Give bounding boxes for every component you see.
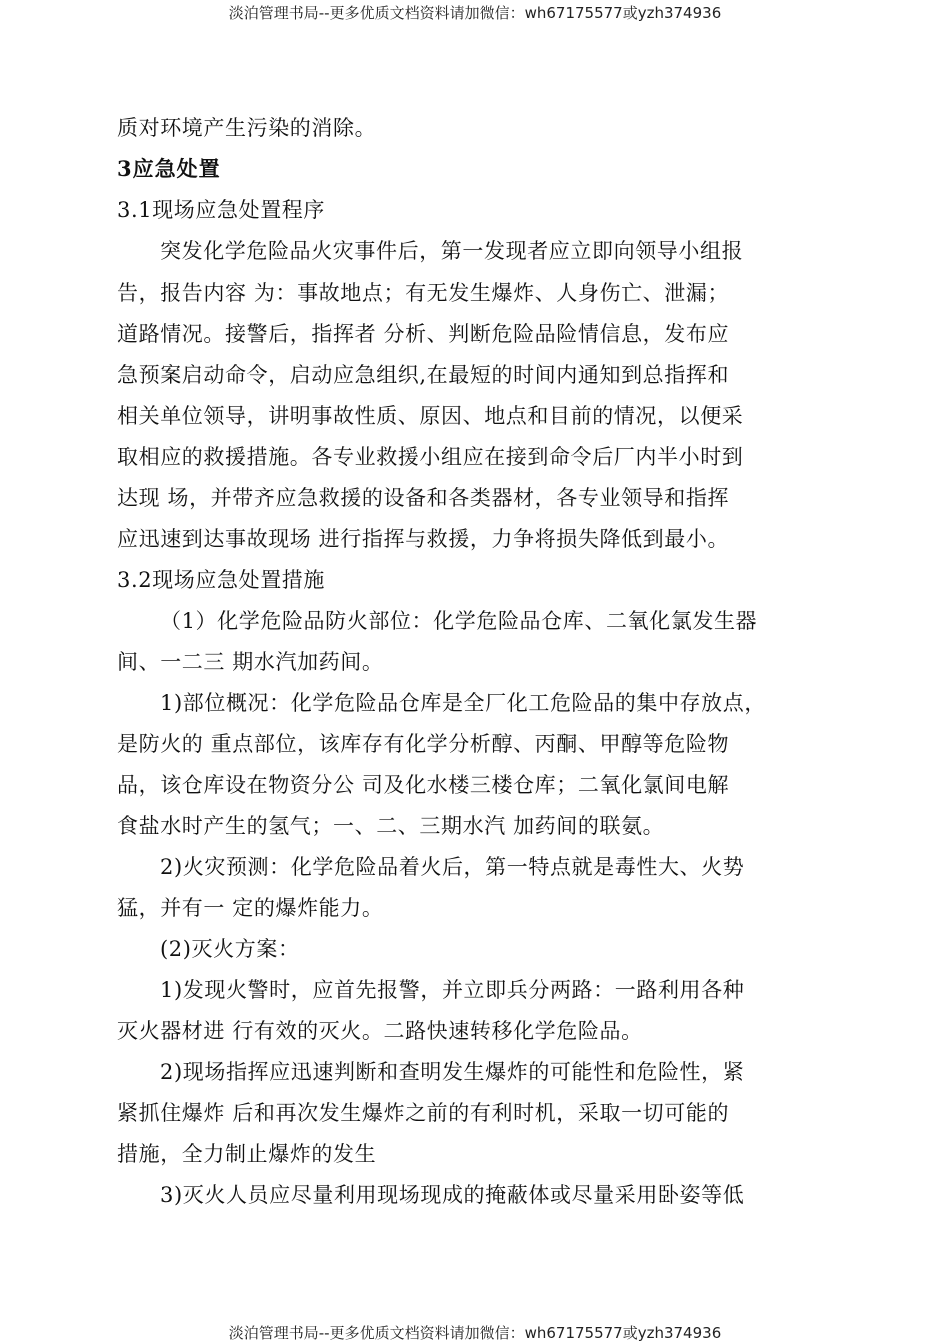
paragraph-line: 道路情况。接警后，指挥者 分析、判断危险品险情信息，发布应 <box>117 322 730 346</box>
paragraph-line: 间、一二三 期水汽加药间。 <box>117 650 384 674</box>
paragraph-line: 1)发现火警时，应首先报警，并立即兵分两路：一路利用各种 <box>160 978 745 1002</box>
paragraph-line: （1）化学危险品防火部位：化学危险品仓库、二氧化氯发生器 <box>160 609 758 633</box>
paragraph-line: 突发化学危险品火灾事件后，第一发现者应立即向领导小组报 <box>160 239 744 263</box>
paragraph-line: 灭火器材进 行有效的灭火。二路快速转移化学危险品。 <box>117 1019 643 1043</box>
paragraph-line: 紧抓住爆炸 后和再次发生爆炸之前的有利时机，采取一切可能的 <box>117 1101 730 1125</box>
paragraph-line: 相关单位领导，讲明事故性质、原因、地点和目前的情况，以便采 <box>117 404 744 428</box>
paragraph-line: 措施，全力制止爆炸的发生 <box>117 1142 377 1166</box>
text-line: 质对环境产生污染的消除。 <box>117 116 377 140</box>
subsection-heading: 3.2现场应急处置措施 <box>117 568 325 592</box>
paragraph-line: 应迅速到达事故现场 进行指挥与救援，力争将损失降低到最小。 <box>117 527 730 551</box>
footer-banner: 淡泊管理书局--更多优质文档资料请加微信：wh67175577或yzh374936 <box>228 1324 722 1342</box>
paragraph-line: 猛，并有一 定的爆炸能力。 <box>117 896 384 920</box>
paragraph-line: 2)现场指挥应迅速判断和查明发生爆炸的可能性和危险性，紧 <box>160 1060 745 1084</box>
paragraph-line: 达现 场，并带齐应急救援的设备和各类器材，各专业领导和指挥 <box>117 486 730 510</box>
paragraph-line: 告，报告内容 为：事故地点；有无发生爆炸、人身伤亡、泄漏； <box>117 281 730 305</box>
paragraph-line: (2)灭火方案： <box>160 937 300 961</box>
paragraph-line: 1)部位概况：化学危险品仓库是全厂化工危险品的集中存放点， <box>160 691 766 715</box>
section-heading: 3应急处置 <box>117 156 221 181</box>
paragraph-line: 2)火灾预测：化学危险品着火后，第一特点就是毒性大、火势 <box>160 855 745 879</box>
paragraph-line: 食盐水时产生的氢气；一、二、三期水汽 加药间的联氨。 <box>117 814 665 838</box>
header-banner: 淡泊管理书局--更多优质文档资料请加微信：wh67175577或yzh374936 <box>228 4 722 22</box>
paragraph-line: 是防火的 重点部位，该库存有化学分析醇、丙酮、甲醇等危险物 <box>117 732 730 756</box>
paragraph-line: 取相应的救援措施。各专业救援小组应在接到命令后厂内半小时到 <box>117 445 744 469</box>
paragraph-line: 品，该仓库设在物资分公 司及化水楼三楼仓库；二氧化氯间电解 <box>117 773 730 797</box>
paragraph-line: 3)灭火人员应尽量利用现场现成的掩蔽体或尽量采用卧姿等低 <box>160 1183 745 1207</box>
subsection-heading: 3.1现场应急处置程序 <box>117 198 325 222</box>
paragraph-line: 急预案启动命令，启动应急组织,在最短的时间内通知到总指挥和 <box>117 363 730 387</box>
